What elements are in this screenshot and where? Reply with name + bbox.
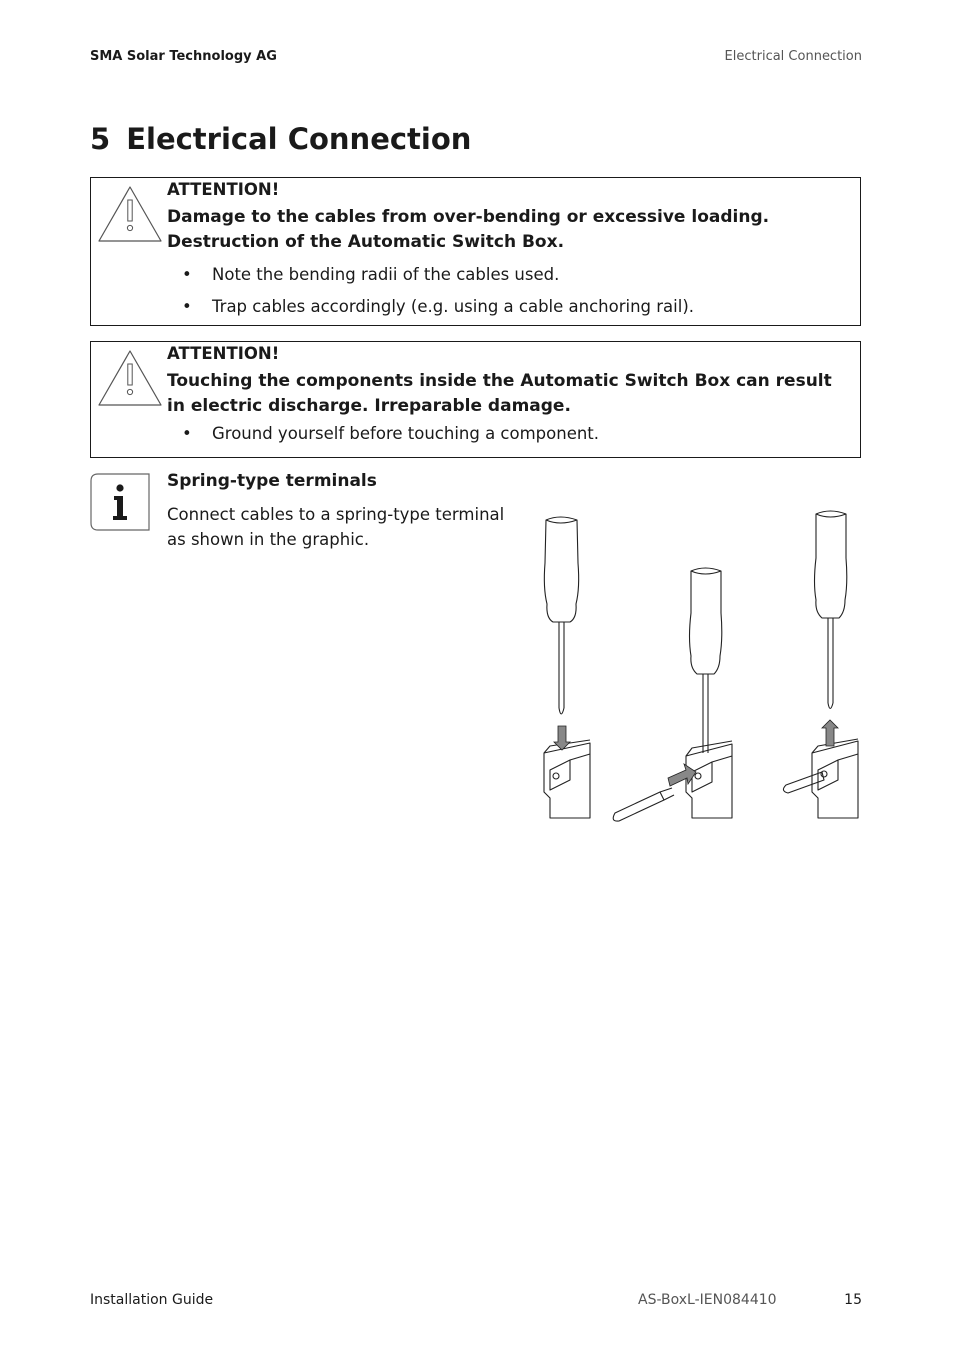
arrow-up-icon [822,720,838,746]
page-number: 15 [844,1292,862,1308]
arrow-down-icon [554,726,570,750]
notice-lead: Touching the components inside the Automatic Switch Box can result in electric discharge. Irreparable damage. [167,371,832,416]
info-icon [90,473,150,531]
header-company: SMA Solar Technology AG [90,49,277,64]
footer-doc-id: AS-BoxL-IEN084410 [638,1292,777,1308]
chapter-title-text: Electrical Connection [126,122,472,156]
chapter-title [90,122,471,156]
chapter-number: 5 [90,122,111,156]
terminal-block-2 [686,741,732,818]
notice-kind: ATTENTION! [167,344,280,363]
attention-notice-cables [90,177,861,326]
screwdriver-3 [815,511,847,709]
footer-guide: Installation Guide [90,1292,214,1308]
info-text: Connect cables to a spring-type terminal as shown in the graphic. [167,505,505,549]
cable-2 [613,788,674,821]
terminal-block-1 [544,740,590,818]
list-item: • Note the bending radii of the cables used. [167,259,854,291]
notice-kind: ATTENTION! [167,180,280,199]
terminal-block-3 [812,739,858,818]
warning-triangle-icon [96,184,164,244]
header-section: Electrical Connection [724,49,862,64]
list-item: • Ground yourself before touching a component. [167,420,854,448]
screwdriver-1 [544,517,578,714]
screwdriver-2 [690,568,722,753]
attention-notice-discharge [90,341,861,458]
info-title: Spring-type terminals [167,471,377,491]
list-item: • Trap cables accordingly (e.g. using a cable anchoring rail). [167,291,854,323]
warning-triangle-icon [96,348,164,408]
notice-items [167,420,854,448]
spring-terminal-illustration [520,508,865,828]
notice-lead: Damage to the cables from over-bending or excessive loading. Destruction of the Automatic Switch Box. [167,207,770,252]
notice-items [167,259,854,323]
